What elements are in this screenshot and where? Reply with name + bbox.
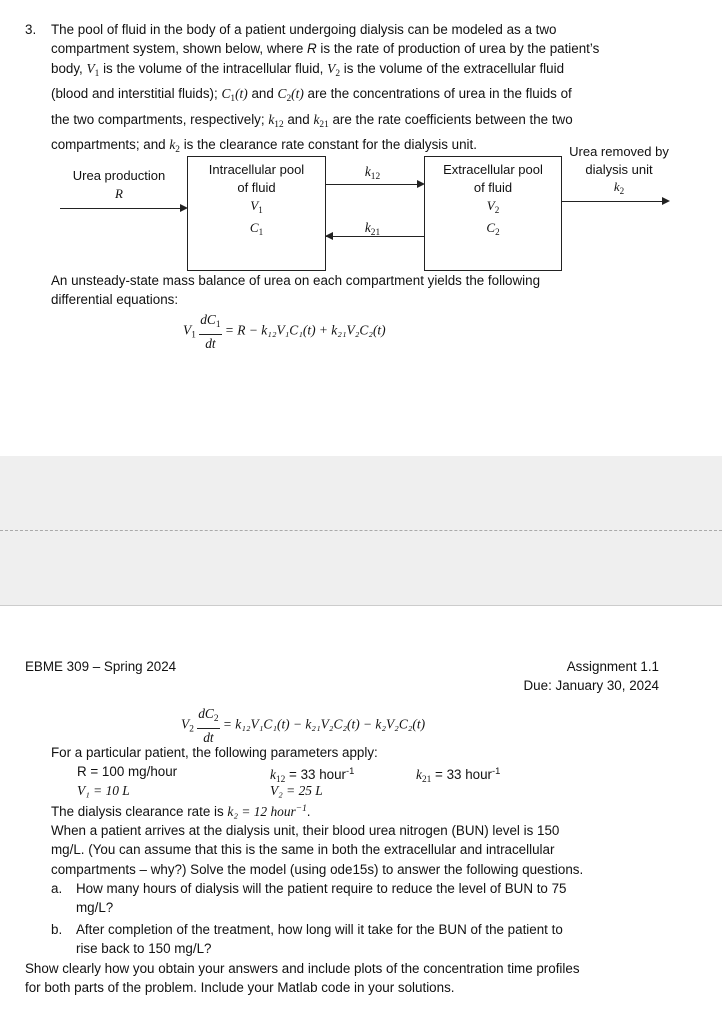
urea-removed-label: Urea removed by dialysis unit $k_2$ (569, 144, 669, 196)
production-arrow (60, 208, 186, 209)
intro-line-6: compartments; and $k_2$ is the clearance rate constant for the dialysis unit. (51, 137, 477, 156)
k12-label: $k_{12}$ (364, 164, 381, 182)
problem-number: 3. (25, 22, 37, 37)
page-break-dashed-line (0, 530, 722, 531)
intracellular-pool-box: Intracellular pool of fluid $V_1$ $C_1$ (187, 156, 326, 271)
clearance-rate: The dialysis clearance rate is k₂ = 12 hour$^{-1}$. (51, 804, 311, 819)
params-intro: For a particular patient, the following parameters apply: (51, 745, 378, 760)
intro-line-5: the two compartments, respectively; $k_{12}$ and $k_{21}$ are the rate coefficients between the two (51, 111, 573, 130)
intro-line-3: body, $V_1$ is the volume of the intracellular fluid, $V_2$ is the volume of the extracellular fluid (51, 60, 565, 79)
compartment-diagram (0, 140, 722, 270)
submission-instructions: Show clearly how you obtain your answers and include plots of the concentration time profiles for both parts of the problem. Include your Matlab code in your solutions. (25, 961, 580, 996)
param-k12: $k_{12} = 33$ hour$^{-1}$ (270, 766, 355, 785)
intro-line-4: (blood and interstitial fluids); $C_1(t)$ and $C_2(t)$ are the concentrations of urea in the fluids of (51, 86, 572, 105)
problem-body: When a patient arrives at the dialysis unit, their blood urea nitrogen (BUN) level is 150 mg/L. (You can assume that this is the same in both the extracellular and intracellular compartments – why?) Solve the model (using ode15s) to answer the following questions. (51, 823, 584, 877)
param-V2: V₂ = 25 L (270, 783, 323, 798)
question-a: a. How many hours of dialysis will the patient require to reduce the level of BUN to 75 mg/L? (51, 881, 567, 916)
k12-arrow (325, 184, 423, 185)
k21-label: $k_{21}$ (364, 220, 381, 238)
param-V1: V₁ = 10 L (77, 783, 130, 798)
intro-line-1: The pool of fluid in the body of a patient undergoing dialysis can be modeled as a two (51, 22, 557, 37)
removal-arrow (561, 201, 666, 202)
removal-arrowhead (662, 197, 671, 206)
equation-2: $V_2$ $\frac{dC_2}{dt}$ = k₁₂V₁C₁(t) − k₂₁V₂C₂(t) − k₂V₂C₂(t) (181, 706, 426, 745)
assignment-header: Assignment 1.1 Due: January 30, 2024 (523, 659, 659, 694)
param-k21: $k_{21} = 33$ hour$^{-1}$ (416, 766, 501, 785)
urea-production-label: Urea production R (72, 168, 166, 202)
question-b: b. After completion of the treatment, how long will it take for the BUN of the patient to rise back to 150 mg/L? (51, 922, 563, 957)
k21-arrowhead (325, 232, 334, 241)
extracellular-pool-box: Extracellular pool of fluid $V_2$ $C_2$ (424, 156, 562, 271)
page-gap (0, 456, 722, 606)
mass-balance-text: An unsteady-state mass balance of urea on each compartment yields the following differential equations: (51, 273, 541, 308)
k21-arrow (326, 236, 424, 237)
equation-1: $V_1$ $\frac{dC_1}{dt}$ = R − k₁₂V₁C₁(t) + k₂₁V₂C₂(t) (183, 312, 386, 351)
course-header: EBME 309 – Spring 2024 (25, 659, 177, 674)
param-R: R = 100 mg/hour (77, 764, 178, 779)
page-edge-line (0, 605, 722, 606)
intro-line-2: compartment system, shown below, where R is the rate of production of urea by the patient’s (51, 41, 600, 57)
